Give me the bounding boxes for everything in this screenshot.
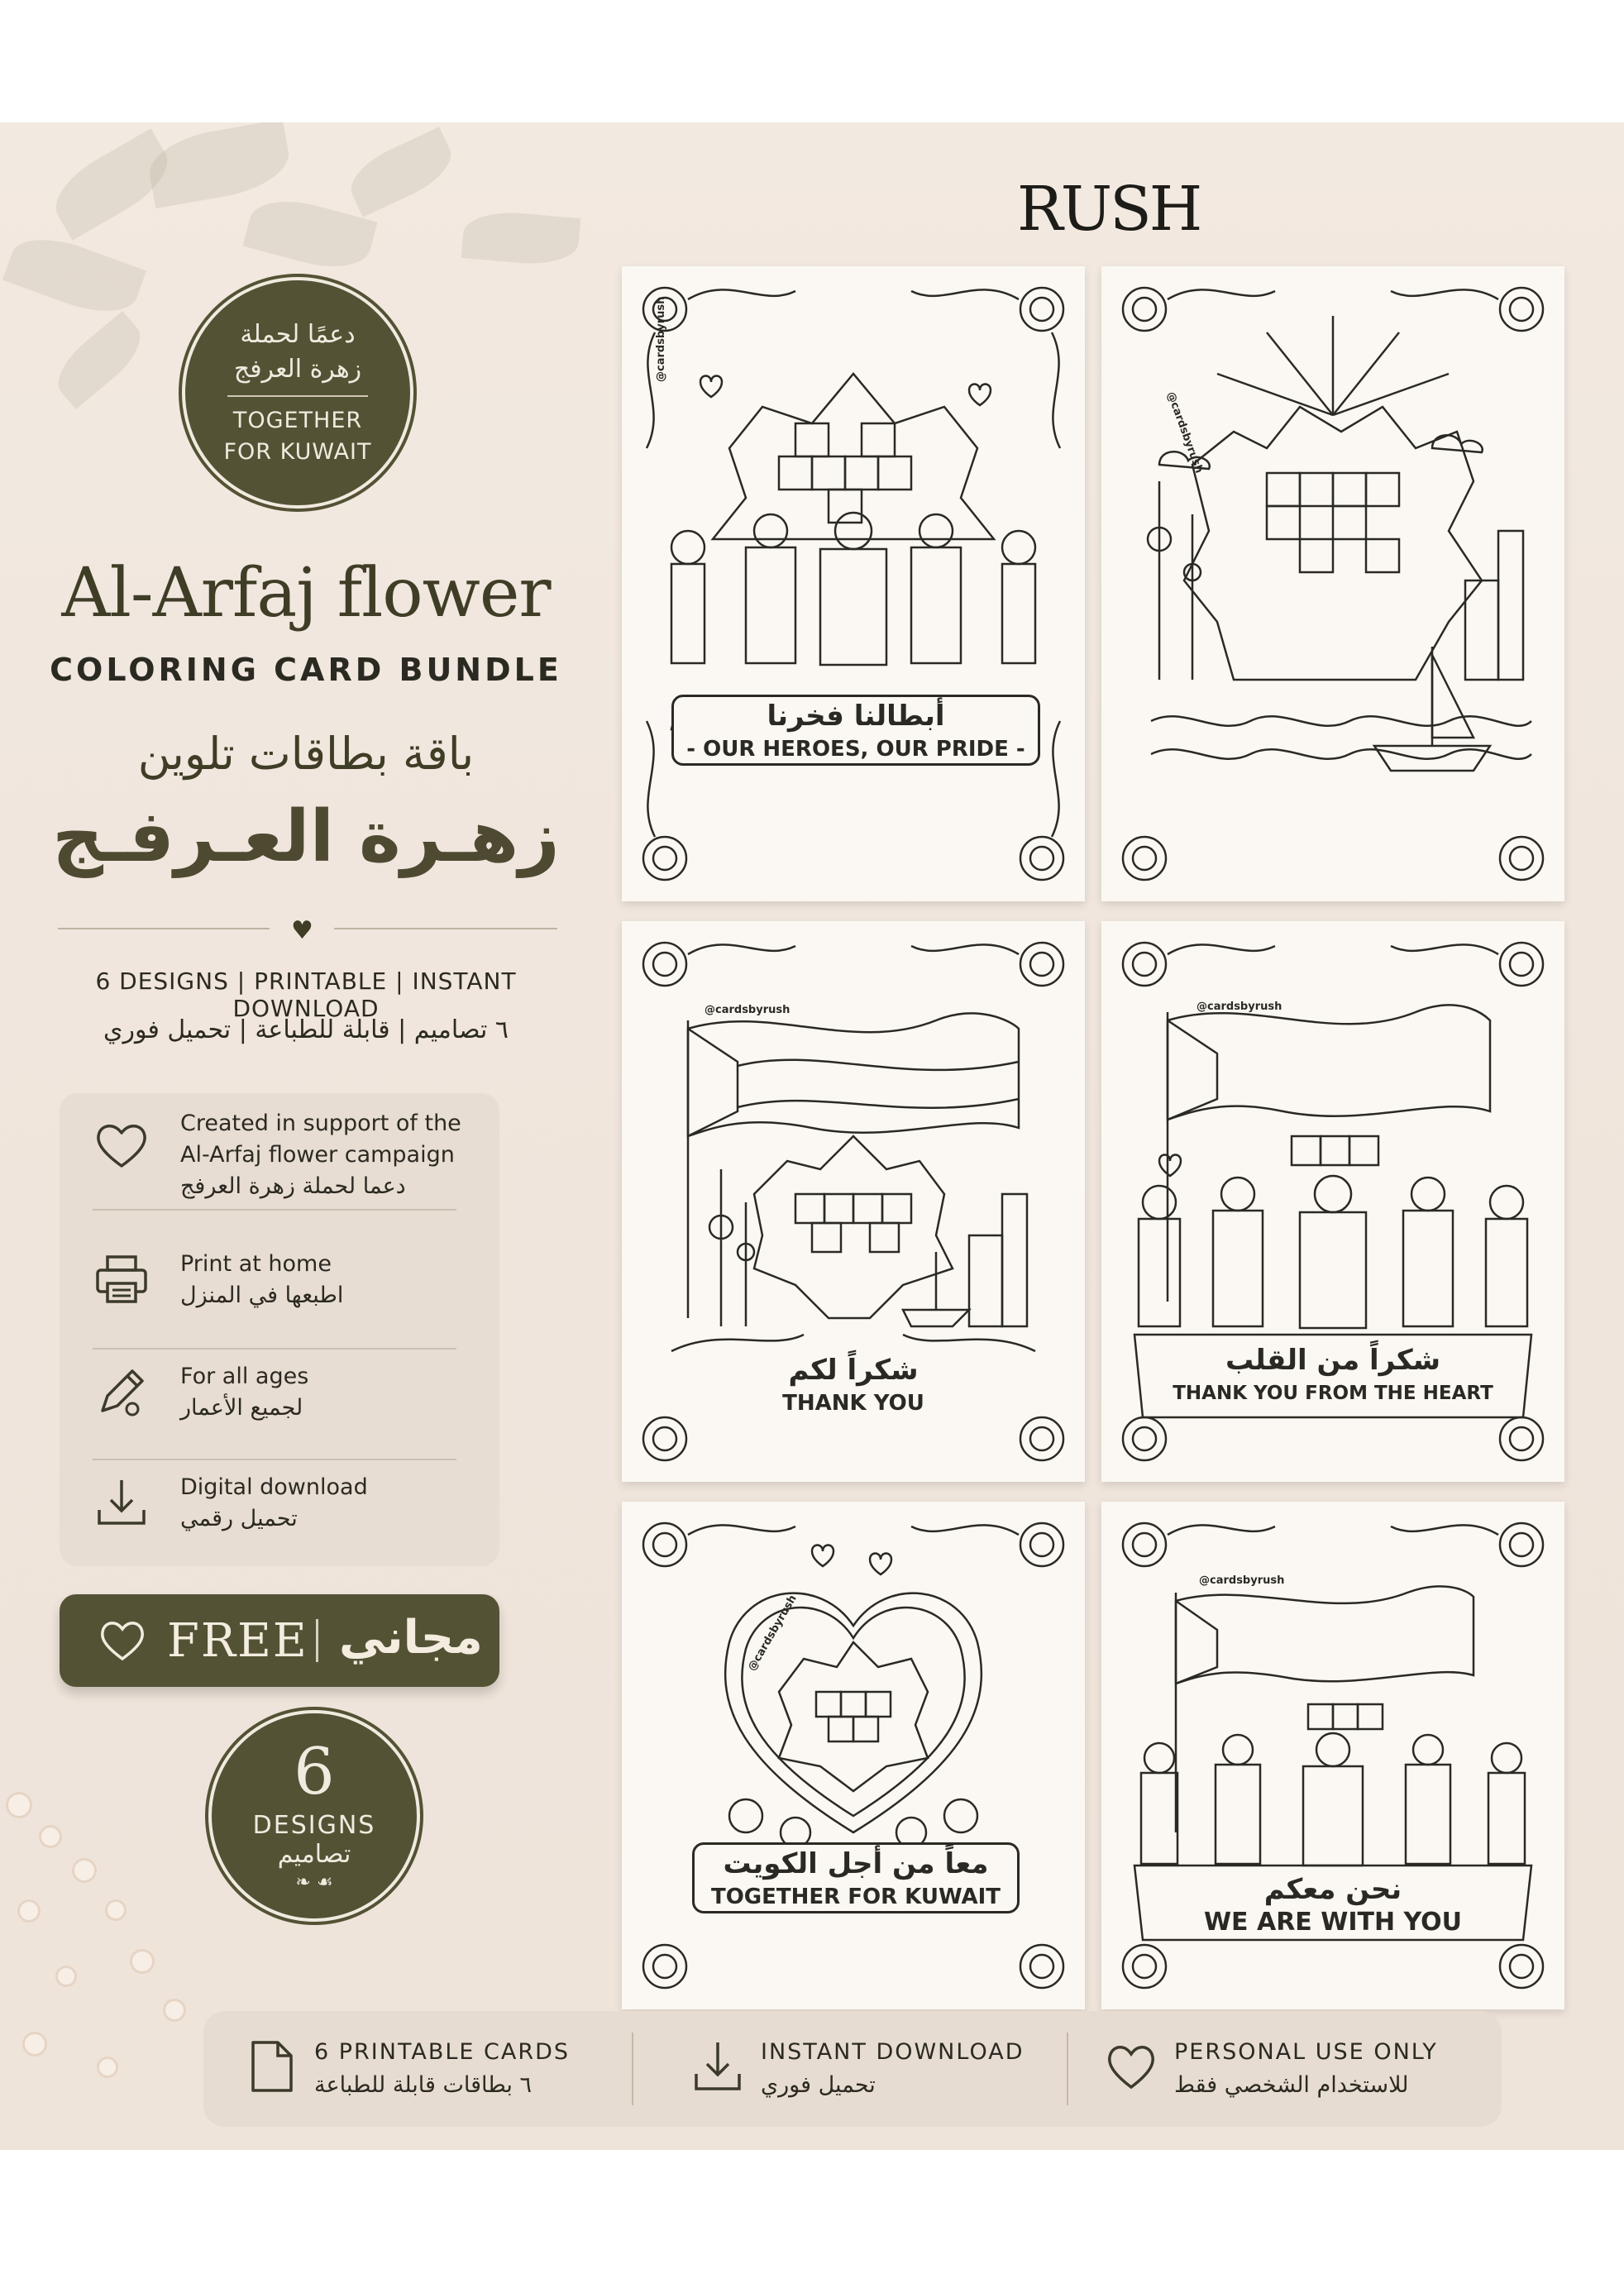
feature-print-arabic: اطبعها في المنزل <box>180 1283 344 1308</box>
strip-separator <box>632 2033 633 2105</box>
leaf-shadow-decoration <box>2 226 146 326</box>
feature-separator <box>93 1209 456 1211</box>
arabic-title: زهـرة العـرفـج <box>52 795 560 878</box>
coloring-card-with-you[interactable] <box>1101 1502 1564 2009</box>
free-button-divider <box>316 1619 318 1662</box>
feature-support-text <box>180 1108 461 1202</box>
pencil-icon <box>93 1363 150 1421</box>
free-button-english: FREE <box>167 1614 308 1668</box>
page-subtitle: COLORING CARD BUNDLE <box>50 652 562 688</box>
meta-arabic: ٦ تصاميم | قابلة للطباعة | تحميل فوري <box>103 1015 509 1044</box>
campaign-badge-english: TOGETHER FOR KUWAIT <box>223 408 372 465</box>
coloring-card-thank-you[interactable] <box>622 921 1085 1482</box>
heart-icon <box>93 1116 150 1174</box>
free-button[interactable] <box>60 1594 499 1687</box>
feature-print-english: Print at home <box>180 1251 332 1277</box>
card-banner-arabic: معاً من أجل الكويت <box>723 1847 989 1880</box>
card-banner-arabic: نحن معكم <box>1263 1873 1402 1906</box>
card-banner-english: WE ARE WITH YOU <box>1203 1908 1463 1937</box>
info-personal-use <box>1105 2026 1469 2117</box>
info-printable-cards <box>245 2026 592 2117</box>
card-banner-english: THANK YOU FROM THE HEART <box>1173 1383 1493 1404</box>
feature-ages-text <box>180 1361 308 1424</box>
card-handle: @cardsbyrush <box>1197 1001 1282 1013</box>
feature-ages <box>93 1346 466 1457</box>
card-banner <box>738 1351 969 1417</box>
designs-badge <box>208 1710 420 1922</box>
heart-icon <box>98 1617 147 1664</box>
feature-ages-english: For all ages <box>180 1364 309 1389</box>
card-banner-arabic: شكراً من القلب <box>1225 1344 1441 1377</box>
leaf-ornament-icon: ❧ ☙ <box>295 1871 333 1893</box>
divider-right <box>334 928 557 929</box>
card-banner <box>692 1842 1020 1913</box>
blossom-decoration <box>20 1902 38 1920</box>
blossom-decoration <box>58 1968 74 1985</box>
blossom-decoration <box>74 1861 94 1880</box>
download-icon <box>93 1474 150 1531</box>
designs-count: 6 <box>294 1734 335 1809</box>
card-handle: @cardsbyrush <box>1163 390 1206 475</box>
card-banner <box>1151 1341 1515 1407</box>
feature-download <box>93 1457 466 1568</box>
designs-label-english: DESIGNS <box>252 1810 376 1840</box>
info-instant-download <box>691 2026 1025 2117</box>
brand-logo: RUSH <box>1017 174 1201 245</box>
card-banner-english: THANK YOU <box>782 1391 924 1416</box>
campaign-badge-arabic: دعمًا لحملة زهرة العرفج <box>233 320 362 384</box>
card-handle: @cardsbyrush <box>1199 1574 1285 1587</box>
coloring-card-together[interactable] <box>622 1502 1085 2009</box>
blossom-decoration <box>165 2001 184 2019</box>
card-handle: @cardsbyrush <box>705 1004 791 1016</box>
card-banner <box>1168 1870 1498 1937</box>
info-personal-english: PERSONAL USE ONLY <box>1174 2039 1438 2065</box>
info-download-arabic: تحميل فوري <box>761 2072 876 2098</box>
coloring-card-heroes[interactable] <box>622 266 1085 901</box>
card-illustration <box>1101 266 1564 901</box>
blossom-decoration <box>99 2059 116 2076</box>
leaf-shadow-decoration <box>144 122 294 208</box>
coloring-card-skyline[interactable] <box>1101 266 1564 901</box>
info-download-english: INSTANT DOWNLOAD <box>761 2039 1025 2065</box>
strip-separator <box>1067 2033 1068 2105</box>
card-banner-arabic: شكراً لكم <box>788 1354 919 1387</box>
heart-icon <box>1105 2038 1158 2095</box>
blossom-decoration <box>25 2034 45 2054</box>
info-strip <box>203 2011 1502 2127</box>
card-banner-english: TOGETHER FOR KUWAIT <box>710 1885 1001 1909</box>
info-printable-english: 6 PRINTABLE CARDS <box>314 2039 571 2065</box>
coloring-card-thank-you-heart[interactable] <box>1101 921 1564 1482</box>
file-icon <box>245 2038 298 2095</box>
card-banner <box>671 695 1040 766</box>
feature-support-arabic: دعما لحملة زهرة العرفج <box>180 1173 406 1199</box>
feature-print-text <box>180 1249 343 1311</box>
card-banner-english: - OUR HEROES, OUR PRIDE - <box>686 737 1025 762</box>
leaf-shadow-decoration <box>461 208 581 268</box>
leaf-shadow-decoration <box>46 311 151 409</box>
feature-download-text <box>180 1472 368 1535</box>
card-handle: @cardsbyrush <box>746 1593 800 1674</box>
info-personal-arabic: للاستخدام الشخصي فقط <box>1174 2072 1409 2098</box>
card-illustration <box>622 266 1085 901</box>
free-button-arabic: مجاني <box>339 1611 483 1665</box>
meta-english: 6 DESIGNS | PRINTABLE | INSTANT DOWNLOAD <box>95 967 517 1022</box>
blossom-decoration <box>41 1827 60 1846</box>
feature-support-english: Created in support of the Al-Arfaj flower campaign <box>180 1111 461 1168</box>
badge-divider <box>227 395 368 397</box>
card-illustration <box>622 1502 1085 2009</box>
printer-icon <box>93 1250 150 1308</box>
page-title: Al-Arfaj flower <box>61 554 551 633</box>
feature-ages-arabic: لجميع الأعمار <box>180 1395 303 1421</box>
designs-label-arabic: تصاميم <box>277 1839 351 1869</box>
arabic-subtitle: باقة بطاقات تلوين <box>137 728 475 780</box>
download-icon <box>691 2038 744 2095</box>
feature-download-arabic: تحميل رقمي <box>180 1506 298 1531</box>
leaf-shadow-decoration <box>342 127 460 217</box>
campaign-badge <box>182 277 413 509</box>
feature-support <box>93 1093 466 1204</box>
blossom-decoration <box>132 1952 152 1971</box>
card-handle: @cardsbyrush <box>655 296 667 382</box>
feature-download-english: Digital download <box>180 1474 368 1500</box>
feature-print <box>93 1234 466 1345</box>
blossom-decoration <box>107 1902 124 1918</box>
blossom-decoration <box>8 1794 30 1816</box>
card-banner-arabic: أبطالنا فخرنا <box>767 700 945 733</box>
divider-left <box>58 928 270 929</box>
info-printable-arabic: ٦ بطاقات قابلة للطباعة <box>314 2072 533 2098</box>
heart-divider-icon: ♥ <box>291 916 313 945</box>
features-panel <box>60 1093 499 1566</box>
